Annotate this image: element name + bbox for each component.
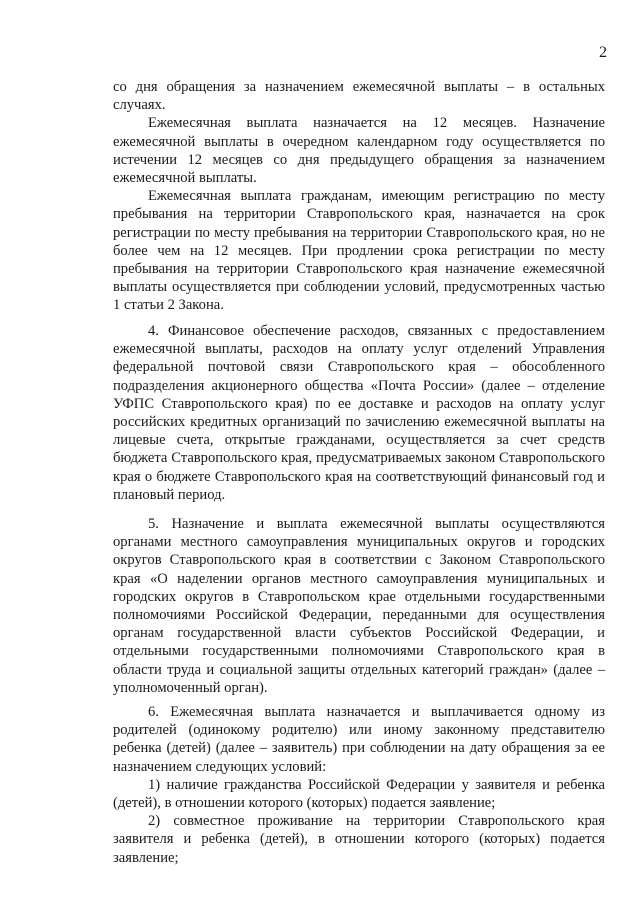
paragraph: 5. Назначение и выплата ежемесячной выплаты осуществляются органами местного самоуправления муниципальных округов и городских округов Ставропольского края в соответствии с Законом Ставропольского края «О наделении органов местного самоуправления муниципальных и городских округов в Ставропольском крае отдельными государственными полномочиями Российской Федерации, переданными для осуществления органам государственной власти субъектов Российской Федерации, и отдельными государственными полномочиями Ставропольского края в области труда и социальной защиты отдельных категорий граждан» (далее – уполномоченный орган). [113, 516, 605, 696]
text-section [113, 515, 605, 697]
text-section [113, 703, 605, 867]
paragraph: Ежемесячная выплата гражданам, имеющим регистрацию по месту пребывания на территории Ставропольского края, назначается на срок регистрации по месту пребывания на территории Ставропольского края, но не более чем на 12 месяцев. При продлении срока регистрации по месту пребывания на территории Ставропольского края назначение ежемесячной выплаты осуществляется при соблюдении условий, предусмотренных частью 1 статьи 2 Закона. [113, 188, 605, 314]
paragraph: 4. Финансовое обеспечение расходов, связанных с предоставлением ежемесячной выплаты, расходов на оплату услуг отделений Управления федеральной почтовой связи Ставропольского края – обособленного подразделения акционерного общества «Почта России» (далее – отделение УФПС Ставропольского края) по ее доставке и расходов на оплату услуг российских кредитных организаций по зачислению ежемесячной выплаты на лицевые счета, открытые гражданами, осуществляется за счет средств бюджета Ставропольского края, предусматриваемых законом Ставропольского края о бюджете Ставропольского края на соответствующий финансовый год и плановый период. [113, 323, 605, 503]
text-section [113, 78, 605, 315]
list-item: 1) наличие гражданства Российской Федерации у заявителя и ребенка (детей), в отношении которого (которых) подается заявление; [113, 776, 605, 812]
paragraph: 6. Ежемесячная выплата назначается и выплачивается одному из родителей (одинокому родителю) или иному законному представителю ребенка (детей) (далее – заявитель) при соблюдении на дату обращения за ее назначением следующих условий: [113, 704, 605, 775]
list-item: 2) совместное проживание на территории Ставропольского края заявителя и ребенка (детей), в отношении которого (которых) подается заявление; [113, 813, 605, 866]
page-number: 2 [599, 44, 607, 61]
paragraph: Ежемесячная выплата назначается на 12 месяцев. Назначение ежемесячной выплаты в очередном календарном году осуществляется по истечении 12 месяцев со дня предыдущего обращения за назначением ежемесячной выплаты. [113, 115, 605, 187]
text-section [113, 322, 605, 504]
paragraph: со дня обращения за назначением ежемесячной выплаты – в остальных случаях. [113, 79, 605, 114]
